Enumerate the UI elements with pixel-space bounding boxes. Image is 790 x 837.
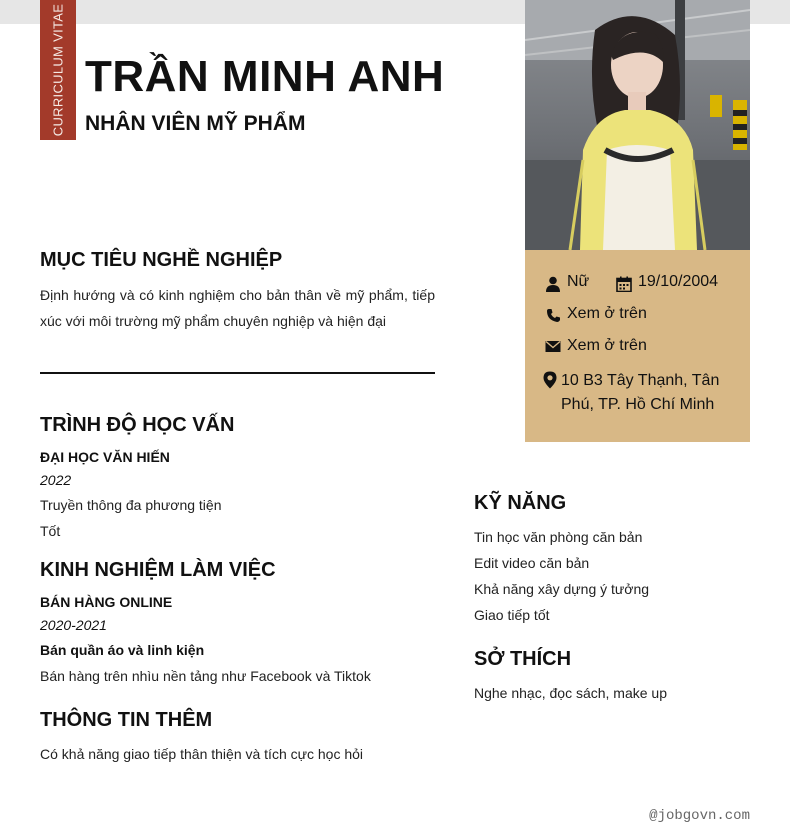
birthdate-row: [614, 273, 718, 292]
calendar-icon: [614, 276, 634, 292]
hobbies-text: Nghe nhạc, đọc sách, make up: [474, 685, 668, 701]
job-title: NHÂN VIÊN MỸ PHẨM: [85, 112, 306, 135]
school-name: ĐẠI HỌC VĂN HIẾN: [40, 449, 170, 465]
section-divider: [40, 372, 435, 374]
contact-info-box: [525, 250, 750, 442]
education-major: Truyền thông đa phương tiện: [40, 497, 222, 513]
objective-text: Định hướng và có kinh nghiệm cho bản thân về mỹ phẩm, tiếp xúc với môi trường mỹ phẩm chuyên nghiệp và hiện đại: [40, 287, 435, 329]
experience-company: BÁN HÀNG ONLINE: [40, 594, 173, 610]
hobbies-heading: SỞ THÍCH: [474, 648, 572, 670]
envelope-icon: [543, 340, 563, 353]
phone-text: Xem ở trên: [567, 305, 647, 322]
address-text: 10 B3 Tây Thạnh, Tân Phú, TP. Hồ Chí Minh: [561, 372, 720, 413]
skill-item: Khả năng xây dựng ý tưởng: [474, 581, 650, 597]
person-icon: [543, 276, 563, 292]
additional-heading: THÔNG TIN THÊM: [40, 709, 213, 731]
email-row: [543, 337, 647, 355]
skill-item: Edit video căn bản: [474, 555, 590, 571]
skill-item: Giao tiếp tốt: [474, 607, 550, 623]
phone-icon: [543, 308, 563, 323]
gender-text: Nữ: [567, 273, 590, 290]
experience-heading: KINH NGHIỆM LÀM VIỆC: [40, 559, 276, 581]
profile-photo: [525, 0, 750, 250]
education-heading: TRÌNH ĐỘ HỌC VẤN: [40, 414, 235, 436]
experience-description: Bán hàng trên nhìu nền tảng như Facebook và Tiktok: [40, 668, 371, 684]
cv-vertical-tab: [40, 0, 76, 140]
phone-row: [543, 305, 647, 323]
experience-role: Bán quần áo và linh kiện: [40, 642, 205, 658]
skill-item: Tin học văn phòng căn bản: [474, 529, 643, 545]
skills-list: [474, 524, 649, 628]
email-text: Xem ở trên: [567, 337, 647, 354]
objective-heading: MỤC TIÊU NGHỀ NGHIỆP: [40, 249, 283, 271]
candidate-name: TRẦN MINH ANH: [85, 52, 445, 101]
skills-heading: KỸ NĂNG: [474, 492, 567, 514]
experience-period: 2020-2021: [40, 617, 107, 633]
cv-tab-label: CURRICULUM VITAE: [50, 3, 66, 137]
birthdate-text: 19/10/2004: [638, 273, 719, 290]
address-row: [543, 369, 733, 417]
education-grade: Tốt: [40, 523, 61, 539]
education-year: 2022: [40, 472, 72, 488]
additional-text: Có khả năng giao tiếp thân thiện và tích cực học hỏi: [40, 746, 364, 762]
gender-row: [543, 273, 589, 292]
location-pin-icon: [543, 371, 557, 389]
watermark: @jobgovn.com: [649, 808, 750, 824]
